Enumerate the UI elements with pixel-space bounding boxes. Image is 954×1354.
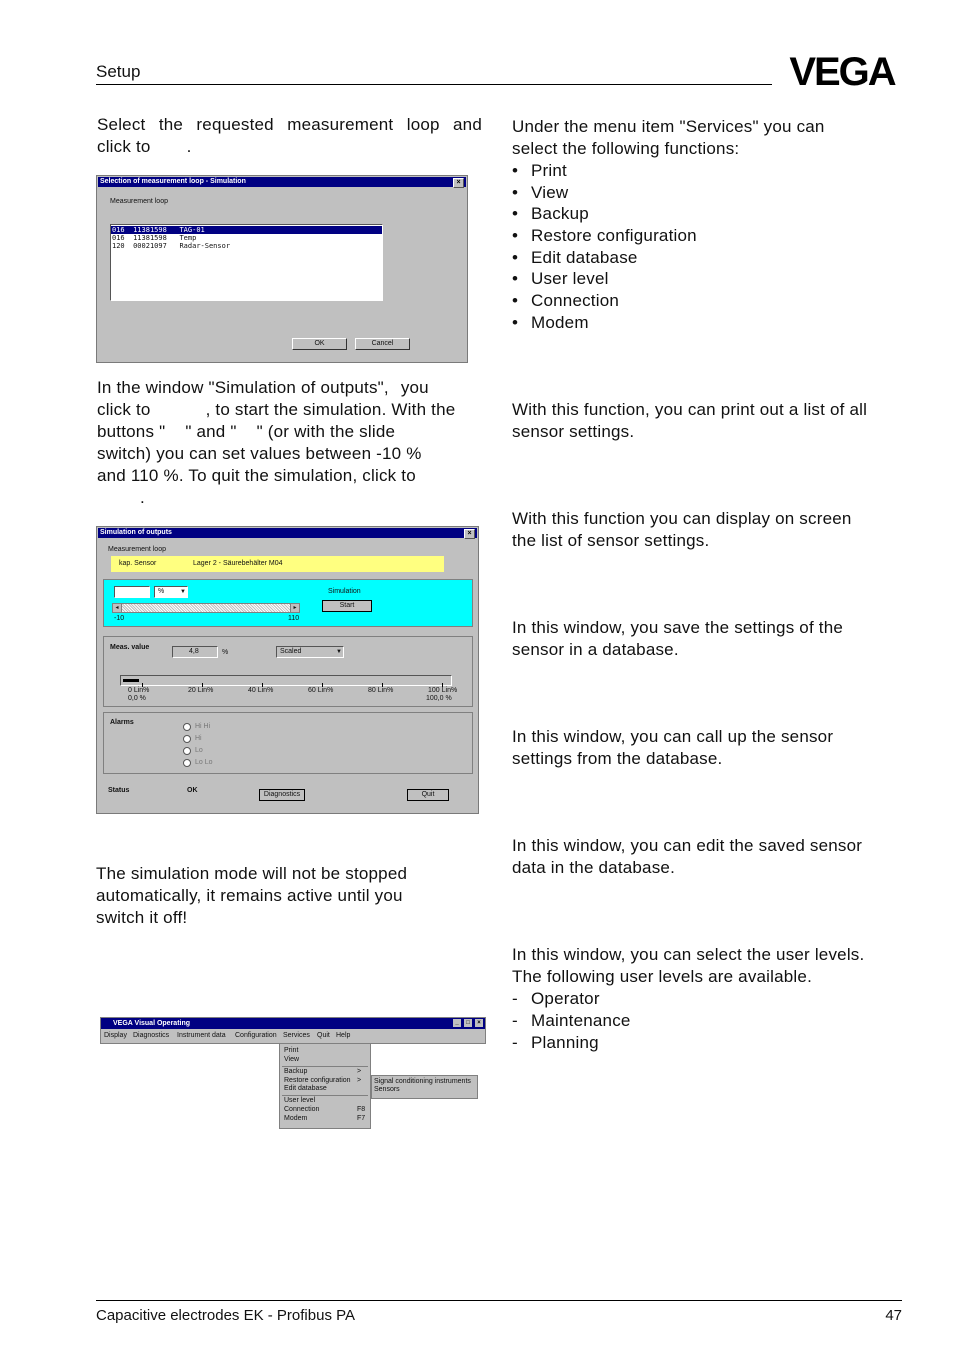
intro-line-1: Select the requested measurement loop and xyxy=(97,115,482,134)
chevron-down-icon: ▼ xyxy=(336,649,342,655)
alarms-group xyxy=(103,712,473,774)
meas-value-label: Meas. value xyxy=(110,644,150,651)
tick-label: 0 Lin% xyxy=(128,687,150,694)
intro-line-2a: click to xyxy=(97,137,151,156)
quit-button[interactable]: Quit xyxy=(407,789,449,801)
submenu-arrow-icon: > xyxy=(357,1068,362,1075)
menu-item-backup[interactable]: Backup xyxy=(284,1068,308,1075)
menu-separator xyxy=(282,1095,368,1096)
tick-mark xyxy=(142,683,143,687)
menu-display[interactable]: Display xyxy=(104,1032,127,1039)
connection-shortcut: F8 xyxy=(357,1106,366,1113)
tick-mark xyxy=(202,683,203,687)
meas-value-field: 4,8 xyxy=(172,646,218,658)
list-item: • View xyxy=(512,182,812,204)
list-item: • Modem xyxy=(512,312,812,334)
vega-logo xyxy=(782,52,902,88)
menu-item-restore[interactable]: Restore configuration xyxy=(284,1077,351,1084)
simulation-window xyxy=(96,526,479,814)
simulation-label: Simulation xyxy=(328,588,361,595)
meas-bargraph xyxy=(120,675,452,686)
chevron-right-icon: ▸ xyxy=(290,604,299,612)
measurement-loop-list[interactable] xyxy=(110,224,383,301)
tick-mark xyxy=(262,683,263,687)
list-item: - Planning xyxy=(512,1032,812,1054)
modem-shortcut: F7 xyxy=(357,1115,366,1122)
menu-separator xyxy=(282,1066,368,1067)
header-rule xyxy=(96,84,772,85)
tick-label: 0,0 % xyxy=(128,695,146,702)
close-icon[interactable]: × xyxy=(464,529,475,539)
list-item: • User level xyxy=(512,268,812,290)
services-menu xyxy=(279,1043,371,1129)
loop-sensor: kap. Sensor xyxy=(119,560,157,567)
chevron-left-icon: ◂ xyxy=(113,604,122,612)
start-button[interactable]: Start xyxy=(322,600,372,612)
tick-label: 40 Lin% xyxy=(248,687,274,694)
restore-description: In this window, you can call up the sensor settings from the database. xyxy=(512,727,834,768)
page-header-title: Setup xyxy=(96,62,141,81)
list-item: • Edit database xyxy=(512,247,812,269)
chevron-down-icon: ▼ xyxy=(180,589,186,595)
menu-item-view[interactable]: View xyxy=(284,1056,300,1063)
selection-dialog-titlebar: Selection of measurement loop - Simulation × xyxy=(98,177,466,187)
submenu-arrow-icon: > xyxy=(357,1077,362,1084)
list-item: - Maintenance xyxy=(512,1010,812,1032)
close-icon[interactable]: × xyxy=(475,1019,483,1027)
footer-rule xyxy=(96,1300,902,1301)
list-item: • Connection xyxy=(512,290,812,312)
simulation-value-input[interactable] xyxy=(114,586,150,598)
tick-mark xyxy=(322,683,323,687)
app-titlebar: VEGA Visual Operating _ □ × xyxy=(101,1018,485,1029)
maximize-icon[interactable]: □ xyxy=(464,1019,472,1027)
unit-select[interactable]: % ▼ xyxy=(154,586,188,598)
minimize-icon[interactable]: _ xyxy=(453,1019,461,1027)
user-level-description: In this window, you can select the user levels. The following user levels are available. xyxy=(512,945,865,986)
simulation-note: The simulation mode will not be stopped automatically, it remains active until you switch it off! xyxy=(96,864,408,927)
measurement-loop-label: Measurement loop xyxy=(110,198,168,205)
restore-submenu xyxy=(371,1075,478,1099)
loop-field xyxy=(111,556,444,572)
alarm-hihi-label: Hi Hi xyxy=(195,723,211,730)
page-number: 47 xyxy=(885,1307,902,1324)
vega-app-window xyxy=(100,1017,486,1044)
menu-services[interactable]: Services xyxy=(283,1032,310,1039)
alarm-lolo-label: Lo Lo xyxy=(195,759,213,766)
menu-help[interactable]: Help xyxy=(336,1032,351,1039)
view-description: With this function you can display on screen the list of sensor settings. xyxy=(512,509,852,550)
menu-item-edit-database[interactable]: Edit database xyxy=(284,1085,327,1092)
ok-button[interactable]: OK xyxy=(292,338,347,350)
bargraph-ticks xyxy=(120,687,458,707)
list-item[interactable]: 120 00021097 Radar-Sensor xyxy=(112,242,231,250)
tick-label: 20 Lin% xyxy=(188,687,214,694)
selection-dialog xyxy=(96,175,468,363)
alarm-lo-indicator xyxy=(183,747,191,755)
list-item: • Restore configuration xyxy=(512,225,812,247)
submenu-item-signal-conditioning[interactable]: Signal conditioning instruments xyxy=(374,1078,471,1085)
alarm-hihi-indicator xyxy=(183,723,191,731)
tick-label: 80 Lin% xyxy=(368,687,394,694)
close-icon[interactable]: × xyxy=(453,178,464,188)
menu-item-print[interactable]: Print xyxy=(284,1047,299,1054)
simulation-window-titlebar: Simulation of outputs × xyxy=(98,528,477,538)
list-item: - Operator xyxy=(512,988,812,1010)
loop-label: Measurement loop xyxy=(108,546,166,553)
alarm-lolo-indicator xyxy=(183,759,191,767)
status-value: OK xyxy=(187,787,198,794)
tick-label: 100,0 % xyxy=(426,695,452,702)
tick-mark xyxy=(382,683,383,687)
menu-diagnostics[interactable]: Diagnostics xyxy=(133,1032,170,1039)
menu-item-user-level[interactable]: User level xyxy=(284,1097,316,1104)
slider-max-label: 110 xyxy=(288,615,300,622)
intro-paragraph xyxy=(97,114,482,158)
meas-unit: % xyxy=(222,649,229,656)
menu-configuration[interactable]: Configuration xyxy=(235,1032,277,1039)
cancel-button[interactable]: Cancel xyxy=(355,338,410,350)
bargraph-fill xyxy=(123,679,139,682)
scale-select[interactable]: Scaled ▼ xyxy=(276,646,344,658)
intro-line-2b: . xyxy=(186,137,192,156)
backup-description: In this window, you save the settings of the sensor in a database. xyxy=(512,618,844,659)
print-description: With this function, you can print out a list of all sensor settings. xyxy=(512,400,868,441)
simulation-panel xyxy=(103,579,473,627)
footer-title: Capacitive electrodes EK - Profibus PA xyxy=(96,1307,356,1324)
menu-item-modem[interactable]: Modem xyxy=(284,1115,308,1122)
tick-label: 60 Lin% xyxy=(308,687,334,694)
services-function-list xyxy=(512,160,812,334)
alarm-lo-label: Lo xyxy=(195,747,203,754)
slider-min-label: -10 xyxy=(114,615,125,622)
list-item[interactable]: 016 11381598 TAG-01 xyxy=(112,226,205,234)
edit-database-description: In this window, you can edit the saved sensor data in the database. xyxy=(512,836,863,877)
alarms-label: Alarms xyxy=(110,719,134,726)
logo-text: VEGA xyxy=(789,52,895,88)
simulation-paragraph: In the window "Simulation of outputs", you click to , to start the simulation. With the buttons " " and " " (or with the slide switch) you can set values between -10 % and 110 %. To quit the simulation, click to . xyxy=(97,378,456,507)
menu-instrument-data[interactable]: Instrument data xyxy=(177,1032,226,1039)
status-label: Status xyxy=(108,787,130,794)
services-intro: Under the menu item "Services" you can select the following functions: xyxy=(512,117,825,158)
list-item: • Backup xyxy=(512,203,812,225)
menu-quit[interactable]: Quit xyxy=(317,1032,330,1039)
list-item: • Print xyxy=(512,160,812,182)
diagnostics-button[interactable]: Diagnostics xyxy=(259,789,305,801)
simulation-slider[interactable] xyxy=(112,603,300,613)
tick-mark xyxy=(442,683,443,687)
alarm-hi-label: Hi xyxy=(195,735,202,742)
loop-location: Lager 2 - Säurebehälter M04 xyxy=(193,560,283,567)
tick-label: 100 Lin% xyxy=(428,687,458,694)
list-item[interactable]: 016 11381598 Temp xyxy=(112,234,197,242)
alarm-hi-indicator xyxy=(183,735,191,743)
user-level-list xyxy=(512,988,812,1054)
submenu-item-sensors[interactable]: Sensors xyxy=(374,1086,400,1093)
menu-item-connection[interactable]: Connection xyxy=(284,1106,320,1113)
meas-value-group xyxy=(103,636,473,707)
